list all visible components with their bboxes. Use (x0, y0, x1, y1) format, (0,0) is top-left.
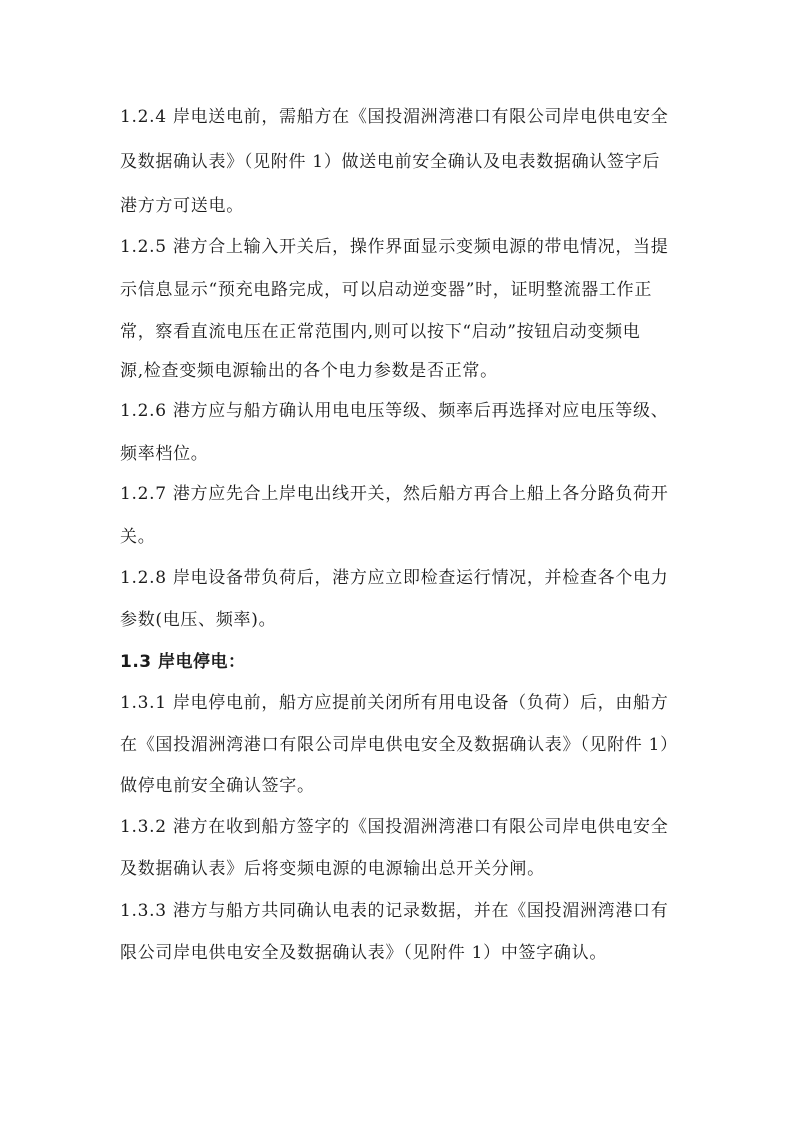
paragraph-1-2-5-line-4: 源,检查变频电源输出的各个电力参数是否正常。 (120, 361, 498, 381)
section-heading-1-3: 1.3 岸电停电： (120, 652, 246, 672)
paragraph-1-2-4-line-3: 港方方可送电。 (120, 196, 244, 216)
paragraph-1-2-5-line-2: 示信息显示“预充电路完成，可以启动逆变器”时，证明整流器工作正 (120, 280, 653, 300)
paragraph-1-2-4-line-2: 及数据确认表》（见附件 1）做送电前安全确认及电表数据确认签字后 (120, 152, 661, 172)
paragraph-1-3-2-line-2: 及数据确认表》后将变频电源的电源输出总开关分闸。 (120, 859, 545, 879)
paragraph-1-3-2-line-1: 1.3.2 港方在收到船方签字的《国投湄洲湾港口有限公司岸电供电安全 (120, 817, 669, 837)
paragraph-1-3-3-line-2: 限公司岸电供电安全及数据确认表》（见附件 1）中签字确认。 (120, 943, 608, 963)
paragraph-1-2-8-line-1: 1.2.8 岸电设备带负荷后，港方应立即检查运行情况，并检查各个电力 (120, 568, 669, 588)
paragraph-1-3-1-line-2: 在《国投湄洲湾港口有限公司岸电供电安全及数据确认表》（见附件 1） (120, 735, 678, 755)
paragraph-1-2-6-line-1: 1.2.6 港方应与船方确认用电电压等级、频率后再选择对应电压等级、 (120, 401, 669, 421)
paragraph-1-2-7-line-1: 1.2.7 港方应先合上岸电出线开关，然后船方再合上船上各分路负荷开 (120, 484, 669, 504)
paragraph-1-2-5-line-1: 1.2.5 港方合上输入开关后，操作界面显示变频电源的带电情况，当提 (120, 237, 669, 257)
paragraph-1-3-1-line-3: 做停电前安全确认签字。 (120, 776, 315, 796)
paragraph-1-3-3-line-1: 1.3.3 港方与船方共同确认电表的记录数据，并在《国投湄洲湾港口有 (120, 901, 669, 921)
paragraph-1-2-4-line-1: 1.2.4 岸电送电前，需船方在《国投湄洲湾港口有限公司岸电供电安全 (120, 107, 669, 127)
paragraph-1-3-1-line-1: 1.3.1 岸电停电前，船方应提前关闭所有用电设备（负荷）后，由船方 (120, 693, 669, 713)
paragraph-1-2-6-line-2: 频率档位。 (120, 444, 209, 464)
paragraph-1-2-8-line-2: 参数(电压、频率)。 (120, 610, 277, 630)
paragraph-1-2-5-line-3: 常，察看直流电压在正常范围内,则可以按下“启动”按钮启动变频电 (120, 322, 641, 342)
paragraph-1-2-7-line-2: 关。 (120, 527, 156, 547)
